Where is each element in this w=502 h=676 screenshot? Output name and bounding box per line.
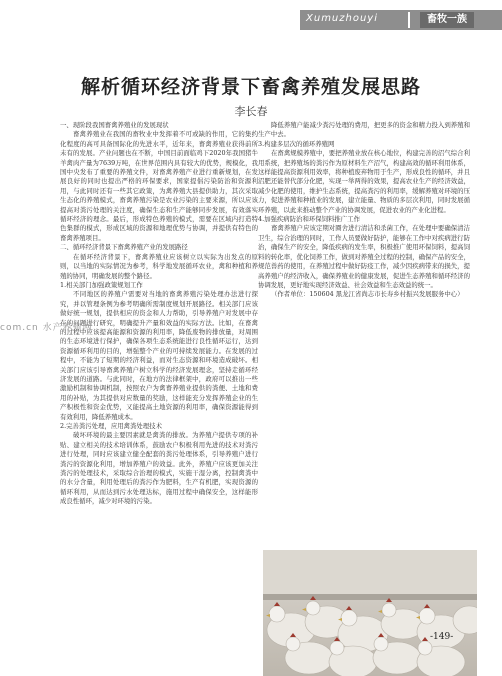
paragraph: 在畜禽规模养殖中，要把养殖业放在核心地位，构建完善的沼气综合利用系统，把养殖场的粪污作为原材料生产沼气，构建高效的循环利用体系，这样能提高资源利用效率，将种植废弃物用于生产，形成良性的循环，并且沼肥还能替代部分化肥，实现一举两得的效果，提高农业生产的经济效益，减少化肥的使用，维护生态系统，提高粪污的利用率，缓解养殖对环境的压力，促进养殖和种植业的发展，建立能量、物质的多层次利用，同时发展循环养殖，以此来推动整个产业的协调发展，促进农业的产业化进程。 bbox=[258, 149, 470, 214]
section-heading: 4.加强疾病防治和环保饲料推广工作 bbox=[258, 215, 360, 224]
article-author: 李长春 bbox=[234, 105, 268, 118]
left-column bbox=[60, 121, 258, 507]
paragraph: 不同地区的养殖户需要对当地的畜禽养殖污染处理办法进行探究，并以管理条例为参考明确所需制度规划开展路径。相关部门应该做好统一规划，提供相应的资金和人力帮助，引导养殖户对发展中存在的问题进行研究，明确提升产量和效益的实际方法。比如，在畜禽的过程中应该提高能源和资源的利用率，降低废物的排放量，对周围的生态环境进行保护，确保各项生态系统能进行良性循环运行，达到资源循环利用的目的，增强整个产业的可持续发展能力。在发展的过程中，不能为了短期的经济利益，而对生态资源和环境造成破坏。相关部门应该引导畜禽养殖户树立科学的经济发展理念，坚持走循环经济发展的道路。与此同时，在地方的法律框架中，政府可以推出一些激励机制和协调机制，按照农户为禽畜养殖业提供的粪便、土地和费用的补贴，为其提供对应数量的奖励，这样能充分发挥养殖企业的生产积极性和资金优势，又能提高土地资源的利用率，确保资源能得到有效利用，降低养殖成本。 bbox=[60, 290, 258, 421]
header-right-label: 畜牧一族 bbox=[420, 12, 474, 28]
page-number: -149- bbox=[430, 632, 454, 642]
paragraph: （作者单位：150604 黑龙江省尚志市长寿乡村振兴发展服务中心） bbox=[271, 290, 464, 299]
watermark: com.cn 水产养殖网 bbox=[0, 323, 93, 333]
header-separator bbox=[408, 12, 410, 28]
section-heading: 3.构建多层次的循环养殖网 bbox=[258, 139, 335, 148]
section-heading: 一、现阶段我国畜禽养殖业的发展现状 bbox=[60, 121, 169, 129]
article-title: 解析循环经济背景下畜禽养殖发展思路 bbox=[80, 76, 421, 98]
header-band bbox=[300, 10, 502, 30]
header-left-label: Xumuzhouyi bbox=[306, 13, 379, 24]
paragraph: 在循环经济背景下，畜禽养殖业应该树立以实际为出发点的原则，以当地的实际情况为参考，科学地发展循环农业，禽和种植和养殖的协同，明确发展的整个路径。 bbox=[60, 252, 258, 280]
section-heading: 2.完善粪污处理，应用禽粪处理技术 bbox=[60, 422, 162, 430]
poultry-illustration bbox=[263, 550, 477, 676]
section-heading: 二、循环经济背景下畜禽养殖产业的发展路径 bbox=[60, 243, 188, 252]
section-heading: 1.相关部门加强政策规划工作 bbox=[60, 280, 143, 289]
poultry-photo bbox=[263, 550, 477, 676]
right-column bbox=[258, 121, 470, 300]
paragraph: 畜禽养殖业在我国的畜牧业中发挥着不可或缺的作用，它的集约化程度的高可具备国际化的先进水平，近年来，畜禽养殖业获得前所未有的发展。产业问题也在不断，中国目前面临鸡下2020年我国猪牛羊禽肉产量为7639万吨，在世界范围内具有较大的优势，规模化，我国中央发布了重要的养殖文件，对畜禽养殖产业进行重新规划，在发展良好的同时也提出严格的环保要求，国家提倡污染防治和资源利用，与此同时还有一些其它政策，为禽养殖大县提供助力，其次采取生态化的养殖模式，畜禽养殖污染是农业污染的主要来源，所以应该提高对粪污处理的关注度，确保生态和生产能够同步发展，有效落实循环经济的理念。最后，形成特色养殖的模式，需要在区域内打造特色集群的模式，形成区域的资源和地理优势与协调，并提供有特色的畜禽养殖项目。 bbox=[60, 130, 258, 242]
paragraph: 降低养殖户能减少粪污处理的费用，把更多的资金和精力投入到养殖和生产中去。 bbox=[258, 121, 470, 139]
paragraph: 畜禽养殖户应该定期对圈舍进行清洁和杀菌工作，在处理中要确保清洁卫生，综合治理的同时，工作人员要做好防护，能够在工作中对疾病进行防治，确保生产的安全，降低疾病的发生率，积极推广使用环保饲料，提高饲料的转化率，优化饲养工作，做到对养殖全过程的控制，确保产品的安全，规范兽药的使用，在养殖过程中做好防疫工作，减少因疾病带来的损失，提高养殖户的经济收入，确保养殖业的健康发展，促进生态养殖和循环经济的协调发展，更好地实现经济效益、社会效益和生态效益的统一。 bbox=[258, 224, 470, 289]
paragraph: 破坏环境的最主要因素就是禽粪的排放。为养殖户提供专项的补贴、建立相关的技术培训体系，鼓励农户积极利用先进的技术对粪污进行处理，同时应该建立健全配套的粪污处理体系，引导养殖户进行粪污的资源化利用，增加养殖户的效益。此外，养殖户应该更加关注粪污的处理技术，采取综合治理的模式，实施干湿分离，控制禽粪中的水分含量，利用处理后的粪污作为肥料，生产有机肥，实现资源的循环利用，从而达到污水处理达标，施用过程中确保安全，这样能形成良性循环，减少对环境的污染。 bbox=[60, 431, 258, 506]
